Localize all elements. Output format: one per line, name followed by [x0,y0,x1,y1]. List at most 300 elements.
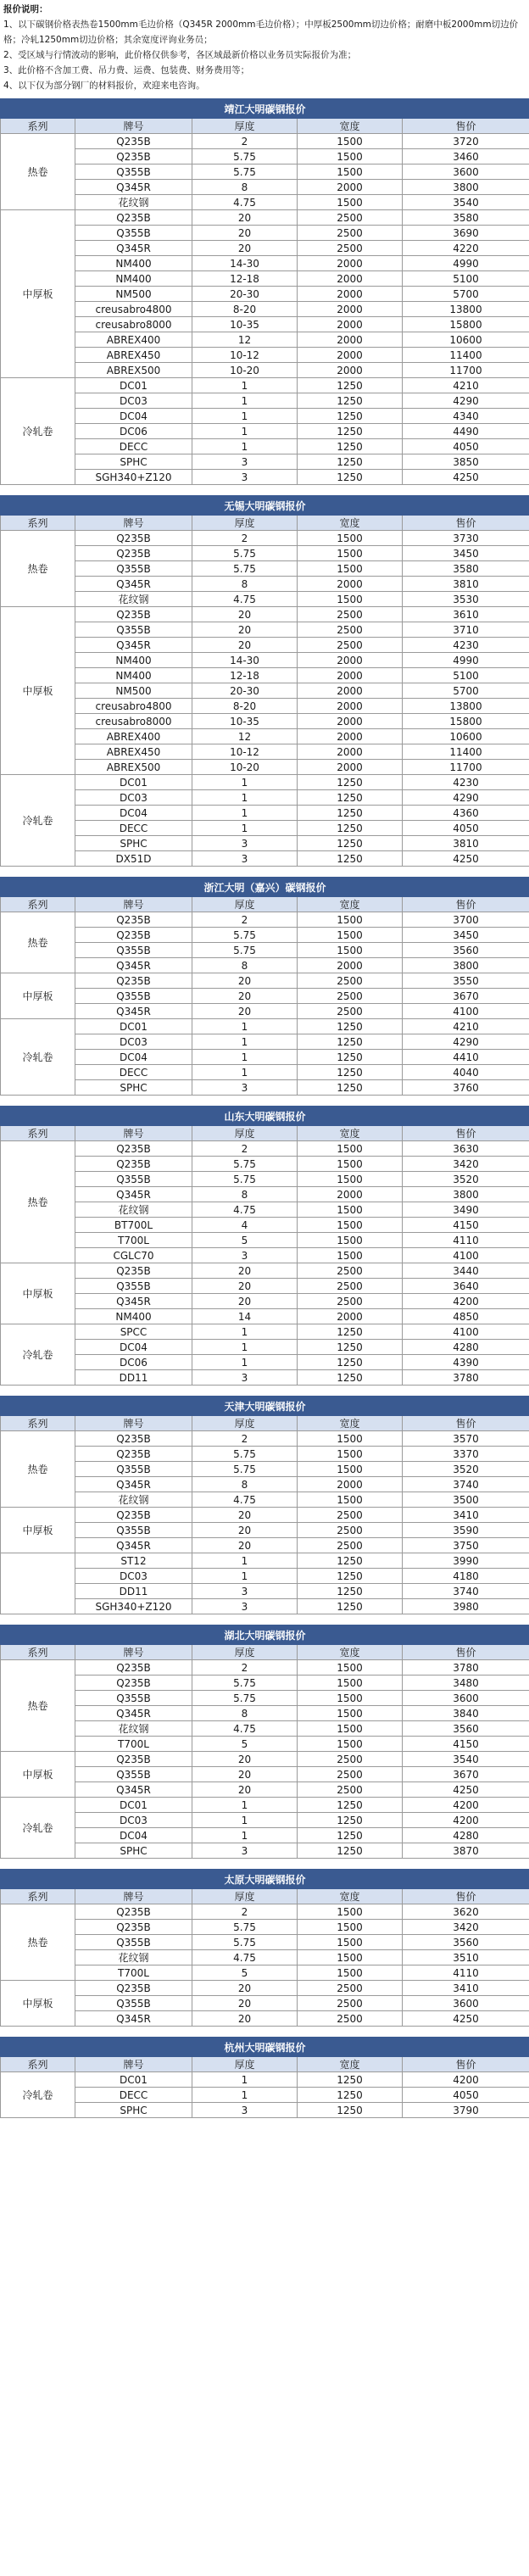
price-cell: 3520 [403,1462,529,1477]
grade-cell: DECC [75,2088,192,2103]
price-cell: 4150 [403,1218,529,1233]
width-cell: 2500 [298,607,403,622]
price-cell: 3530 [403,592,529,607]
grade-cell: Q235B [75,1920,192,1935]
grade-cell: ABREX400 [75,729,192,744]
width-cell: 1500 [298,1492,403,1508]
price-cell: 3560 [403,1935,529,1950]
notes-line: 4、以下仅为部分钢厂的材料报价，欢迎来电咨询。 [3,81,205,91]
column-header: 牌号 [75,1645,192,1660]
thickness-cell: 10-35 [192,317,298,332]
table-row [1,1752,529,1767]
price-cell: 4280 [403,1340,529,1355]
width-cell: 1250 [298,836,403,851]
price-cell: 3370 [403,1447,529,1462]
thickness-cell: 14 [192,1309,298,1324]
grade-cell: SPCC [75,1324,192,1340]
series-cell: 热卷 [1,134,75,210]
table-title: 靖江大明碳钢报价 [1,99,529,119]
table-row [1,943,529,958]
width-cell: 1250 [298,470,403,485]
table-gap [0,867,529,877]
table-row [1,1737,529,1752]
width-cell: 2500 [298,1294,403,1309]
column-header: 牌号 [75,897,192,912]
grade-cell: SPHC [75,836,192,851]
grade-cell: Q235B [75,1263,192,1279]
thickness-cell: 4.75 [192,592,298,607]
price-cell: 10600 [403,332,529,348]
thickness-cell: 5.75 [192,1172,298,1187]
grade-cell: Q235B [75,1660,192,1676]
price-cell: 3420 [403,1157,529,1172]
table-row [1,1065,529,1080]
table-row [1,317,529,332]
grade-cell: Q345R [75,1004,192,1019]
table-row [1,378,529,393]
price-cell: 3810 [403,836,529,851]
series-cell: 中厚板 [1,1263,75,1324]
price-cell: 4220 [403,241,529,256]
width-cell: 1250 [298,1828,403,1843]
table-row [1,226,529,241]
thickness-cell: 5.75 [192,546,298,561]
series-cell: 中厚板 [1,210,75,378]
thickness-cell: 20 [192,973,298,989]
grade-cell: DC06 [75,424,192,439]
width-cell: 1500 [298,1920,403,1935]
width-cell: 2000 [298,683,403,699]
column-header: 售价 [403,119,529,134]
thickness-cell: 8 [192,1706,298,1721]
column-header: 牌号 [75,2057,192,2072]
grade-cell: DC04 [75,1828,192,1843]
table-title: 太原大明碳钢报价 [1,1870,529,1889]
price-cell: 3800 [403,1187,529,1202]
thickness-cell: 20-30 [192,683,298,699]
price-cell: 3870 [403,1843,529,1859]
price-table [0,1106,529,1386]
grade-cell: Q345R [75,577,192,592]
price-cell: 4490 [403,424,529,439]
thickness-cell: 10-20 [192,363,298,378]
price-cell: 3570 [403,1431,529,1447]
price-cell: 3490 [403,1202,529,1218]
price-cell: 3580 [403,561,529,577]
price-cell: 3410 [403,1508,529,1523]
width-cell: 1250 [298,775,403,790]
series-cell: 冷轧卷 [1,1019,75,1096]
price-cell: 3690 [403,226,529,241]
table-header-row [1,119,529,134]
table-row [1,1676,529,1691]
table-row [1,546,529,561]
grade-cell: 花纹钢 [75,1202,192,1218]
price-cell: 3420 [403,1920,529,1935]
price-cell: 4250 [403,1782,529,1798]
width-cell: 1250 [298,1599,403,1614]
thickness-cell: 3 [192,1080,298,1096]
notes-line: 3、此价格不含加工费、吊力费、运费、包装费、财务费用等； [3,65,250,75]
price-cell: 3670 [403,1767,529,1782]
price-cell: 13800 [403,699,529,714]
width-cell: 1250 [298,454,403,470]
table-row [1,638,529,653]
table-row [1,149,529,164]
width-cell: 1250 [298,424,403,439]
width-cell: 2000 [298,256,403,271]
thickness-cell: 2 [192,134,298,149]
table-gap [0,485,529,495]
table-row [1,2011,529,2027]
thickness-cell: 1 [192,775,298,790]
thickness-cell: 20 [192,1752,298,1767]
column-header: 牌号 [75,119,192,134]
width-cell: 1500 [298,1172,403,1187]
thickness-cell: 5.75 [192,1691,298,1706]
width-cell: 2000 [298,760,403,775]
thickness-cell: 20 [192,607,298,622]
table-row [1,439,529,454]
thickness-cell: 20 [192,1279,298,1294]
price-cell: 4360 [403,806,529,821]
table-row [1,836,529,851]
table-row [1,561,529,577]
thickness-cell: 20 [192,1996,298,2011]
thickness-cell: 2 [192,1660,298,1676]
table-row [1,790,529,806]
width-cell: 1500 [298,1904,403,1920]
price-table [0,495,529,867]
price-table [0,1625,529,1859]
table-row [1,1019,529,1034]
table-row [1,1782,529,1798]
width-cell: 1250 [298,1080,403,1096]
column-header: 牌号 [75,1416,192,1431]
price-cell: 3600 [403,164,529,180]
thickness-cell: 1 [192,790,298,806]
price-cell: 4850 [403,1309,529,1324]
grade-cell: Q345R [75,1187,192,1202]
thickness-cell: 20 [192,638,298,653]
price-cell: 3590 [403,1523,529,1538]
price-cell: 4200 [403,1798,529,1813]
grade-cell: NM400 [75,653,192,668]
width-cell: 1250 [298,1843,403,1859]
thickness-cell: 1 [192,821,298,836]
width-cell: 1500 [298,1721,403,1737]
width-cell: 1500 [298,1691,403,1706]
width-cell: 2500 [298,2011,403,2027]
thickness-cell: 8-20 [192,699,298,714]
series-cell: 热卷 [1,1141,75,1263]
thickness-cell: 20 [192,1523,298,1538]
grade-cell: DECC [75,821,192,836]
thickness-cell: 1 [192,1050,298,1065]
price-cell: 3810 [403,577,529,592]
grade-cell: Q345R [75,1782,192,1798]
table-row [1,775,529,790]
grade-cell: NM500 [75,683,192,699]
price-cell: 4110 [403,1233,529,1248]
grade-cell: NM400 [75,256,192,271]
table-row [1,1462,529,1477]
thickness-cell: 2 [192,531,298,546]
price-cell: 4100 [403,1324,529,1340]
column-header: 售价 [403,516,529,531]
thickness-cell: 1 [192,393,298,409]
grade-cell: Q355B [75,1935,192,1950]
price-cell: 4250 [403,851,529,867]
grade-cell: DD11 [75,1584,192,1599]
thickness-cell: 20-30 [192,287,298,302]
column-header: 系列 [1,897,75,912]
width-cell: 2000 [298,1187,403,1202]
column-header: 售价 [403,1889,529,1904]
price-cell: 4340 [403,409,529,424]
price-cell: 4050 [403,2088,529,2103]
table-row [1,1798,529,1813]
table-row [1,1904,529,1920]
column-header: 厚度 [192,1416,298,1431]
price-cell: 3560 [403,1721,529,1737]
thickness-cell: 20 [192,2011,298,2027]
price-cell: 4150 [403,1737,529,1752]
table-row [1,1218,529,1233]
column-header: 售价 [403,897,529,912]
width-cell: 1500 [298,195,403,210]
width-cell: 2000 [298,653,403,668]
thickness-cell: 1 [192,439,298,454]
column-header: 厚度 [192,516,298,531]
thickness-cell: 3 [192,1843,298,1859]
thickness-cell: 1 [192,378,298,393]
table-row [1,531,529,546]
table-row [1,302,529,317]
table-row [1,1034,529,1050]
width-cell: 2000 [298,958,403,973]
width-cell: 1250 [298,393,403,409]
width-cell: 1250 [298,378,403,393]
width-cell: 1250 [298,2072,403,2088]
price-cell: 4110 [403,1965,529,1981]
table-row [1,332,529,348]
width-cell: 1250 [298,806,403,821]
grade-cell: creusabro4800 [75,302,192,317]
series-cell: 冷轧卷 [1,378,75,485]
thickness-cell: 1 [192,1798,298,1813]
width-cell: 2000 [298,714,403,729]
width-cell: 1250 [298,1065,403,1080]
table-row [1,1263,529,1279]
column-header: 系列 [1,119,75,134]
price-table [0,98,529,485]
table-row [1,2103,529,2118]
price-cell: 13800 [403,302,529,317]
grade-cell: ABREX450 [75,348,192,363]
width-cell: 2000 [298,729,403,744]
price-cell: 3730 [403,531,529,546]
table-row [1,210,529,226]
table-row [1,760,529,775]
grade-cell: Q235B [75,1447,192,1462]
width-cell: 1250 [298,1370,403,1386]
price-cell: 4100 [403,1004,529,1019]
thickness-cell: 20 [192,1263,298,1279]
table-row [1,699,529,714]
table-row [1,1202,529,1218]
table-gap [0,1386,529,1396]
table-row [1,1828,529,1843]
grade-cell: Q235B [75,149,192,164]
table-gap [0,1859,529,1869]
table-gap [0,1614,529,1625]
grade-cell: SPHC [75,454,192,470]
grade-cell: ABREX400 [75,332,192,348]
grade-cell: DX51D [75,851,192,867]
width-cell: 2000 [298,363,403,378]
table-row [1,714,529,729]
width-cell: 2000 [298,287,403,302]
grade-cell: SPHC [75,1080,192,1096]
price-notes [0,0,529,98]
price-cell: 4280 [403,1828,529,1843]
grade-cell: DC04 [75,409,192,424]
grade-cell: Q355B [75,1523,192,1538]
width-cell: 1500 [298,1431,403,1447]
column-header: 系列 [1,1645,75,1660]
grade-cell: Q235B [75,546,192,561]
grade-cell: Q345R [75,1294,192,1309]
grade-cell: Q355B [75,1996,192,2011]
price-cell: 4230 [403,775,529,790]
table-row [1,2072,529,2088]
table-row [1,1508,529,1523]
thickness-cell: 8 [192,180,298,195]
price-table [0,1869,529,2027]
table-title: 湖北大明碳钢报价 [1,1625,529,1645]
thickness-cell: 20 [192,1782,298,1798]
price-cell: 5700 [403,287,529,302]
thickness-cell: 5.75 [192,164,298,180]
table-row [1,180,529,195]
thickness-cell: 5.75 [192,1935,298,1950]
thickness-cell: 4.75 [192,1492,298,1508]
thickness-cell: 8 [192,577,298,592]
width-cell: 1500 [298,134,403,149]
thickness-cell: 14-30 [192,256,298,271]
thickness-cell: 3 [192,470,298,485]
table-row [1,1920,529,1935]
column-header: 宽度 [298,2057,403,2072]
table-row [1,577,529,592]
price-cell: 4050 [403,821,529,836]
grade-cell: Q235B [75,912,192,928]
table-title: 无锡大明碳钢报价 [1,496,529,516]
width-cell: 2500 [298,210,403,226]
width-cell: 1250 [298,1553,403,1569]
column-header: 宽度 [298,119,403,134]
width-cell: 2500 [298,973,403,989]
width-cell: 2500 [298,1279,403,1294]
table-row [1,1355,529,1370]
price-cell: 3440 [403,1263,529,1279]
table-row [1,1660,529,1676]
series-cell: 热卷 [1,1904,75,1981]
notes-line: 1、以下碳钢价格表热卷1500mm毛边价格（Q345R 2000mm毛边价格）；中厚板2500mm切边价格；耐磨中板2000mm切边价格；冷轧1250mm切边价格；其余宽度评询业务员； [3,20,519,45]
price-cell: 4230 [403,638,529,653]
width-cell: 2500 [298,1523,403,1538]
grade-cell: Q355B [75,561,192,577]
grade-cell: DC03 [75,790,192,806]
table-row [1,1599,529,1614]
grade-cell: Q345R [75,2011,192,2027]
table-row [1,1431,529,1447]
grade-cell: SPHC [75,1843,192,1859]
width-cell: 2500 [298,1263,403,1279]
table-row [1,821,529,836]
grade-cell: Q235B [75,531,192,546]
thickness-cell: 20 [192,1508,298,1523]
width-cell: 2000 [298,744,403,760]
price-cell: 3800 [403,180,529,195]
grade-cell: Q355B [75,164,192,180]
thickness-cell: 3 [192,836,298,851]
grade-cell: Q355B [75,1279,192,1294]
table-row [1,1996,529,2011]
table-row [1,1706,529,1721]
grade-cell: NM500 [75,287,192,302]
price-cell: 4290 [403,790,529,806]
width-cell: 2000 [298,348,403,363]
thickness-cell: 3 [192,1599,298,1614]
table-row [1,653,529,668]
table-row [1,1340,529,1355]
thickness-cell: 1 [192,424,298,439]
table-row [1,454,529,470]
price-cell: 3600 [403,1996,529,2011]
width-cell: 1500 [298,1462,403,1477]
grade-cell: 花纹钢 [75,1492,192,1508]
price-cell: 4290 [403,1034,529,1050]
column-header: 系列 [1,1889,75,1904]
width-cell: 2500 [298,989,403,1004]
width-cell: 1500 [298,1248,403,1263]
price-cell: 3990 [403,1553,529,1569]
thickness-cell: 8-20 [192,302,298,317]
series-cell: 中厚板 [1,973,75,1019]
table-row [1,1477,529,1492]
column-header: 宽度 [298,516,403,531]
table-row [1,1157,529,1172]
width-cell: 1500 [298,928,403,943]
price-cell: 5700 [403,683,529,699]
price-cell: 15800 [403,317,529,332]
table-row [1,1080,529,1096]
thickness-cell: 5.75 [192,1676,298,1691]
thickness-cell: 20 [192,1004,298,1019]
thickness-cell: 4.75 [192,1202,298,1218]
column-header: 系列 [1,1126,75,1141]
series-cell: 冷轧卷 [1,775,75,867]
thickness-cell: 1 [192,1569,298,1584]
price-cell: 3610 [403,607,529,622]
grade-cell: Q235B [75,1141,192,1157]
price-tables [0,98,529,2118]
grade-cell: DC04 [75,1050,192,1065]
table-row [1,622,529,638]
grade-cell: DC03 [75,393,192,409]
